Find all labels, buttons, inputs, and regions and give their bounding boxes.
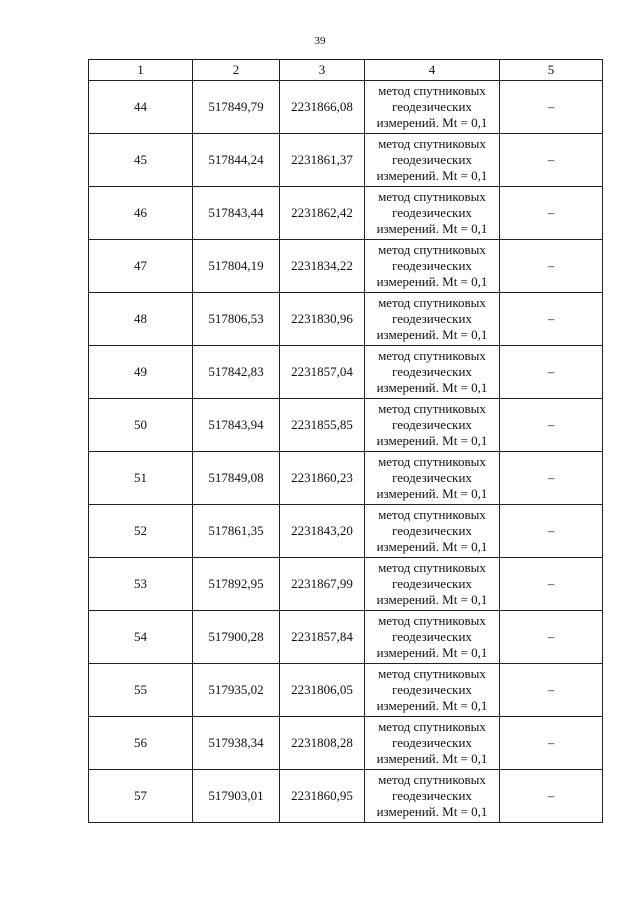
method-line-1: метод спутниковых — [378, 401, 486, 416]
coord-y: 2231857,84 — [280, 611, 365, 664]
method-cell — [365, 399, 500, 452]
table-row — [89, 293, 603, 346]
coord-x: 517843,44 — [193, 187, 280, 240]
table-row — [89, 187, 603, 240]
method-cell — [365, 134, 500, 187]
method-line-3: измерений. Mt = 0,1 — [376, 645, 488, 660]
coord-y: 2231808,28 — [280, 717, 365, 770]
coord-x: 517938,34 — [193, 717, 280, 770]
coord-y: 2231855,85 — [280, 399, 365, 452]
note-cell: – — [500, 558, 603, 611]
method-line-3: измерений. Mt = 0,1 — [376, 274, 488, 289]
table-row — [89, 717, 603, 770]
table-row — [89, 452, 603, 505]
method-line-2: геодезических — [392, 788, 472, 803]
method-line-3: измерений. Mt = 0,1 — [376, 539, 488, 554]
page-number: 39 — [314, 35, 326, 47]
method-cell — [365, 346, 500, 399]
point-number: 51 — [89, 452, 193, 505]
method-cell — [365, 611, 500, 664]
method-line-2: геодезических — [392, 523, 472, 538]
coord-x: 517861,35 — [193, 505, 280, 558]
point-number: 55 — [89, 664, 193, 717]
method-line-2: геодезических — [392, 417, 472, 432]
method-line-2: геодезических — [392, 152, 472, 167]
method-cell — [365, 770, 500, 823]
point-number: 48 — [89, 293, 193, 346]
method-cell — [365, 558, 500, 611]
method-line-3: измерений. Mt = 0,1 — [376, 486, 488, 501]
header-col-2: 2 — [193, 60, 280, 81]
coord-x: 517844,24 — [193, 134, 280, 187]
coord-x: 517900,28 — [193, 611, 280, 664]
table-row — [89, 611, 603, 664]
coord-y: 2231834,22 — [280, 240, 365, 293]
note-cell: – — [500, 664, 603, 717]
method-line-2: геодезических — [392, 311, 472, 326]
method-line-3: измерений. Mt = 0,1 — [376, 168, 488, 183]
header-col-3: 3 — [280, 60, 365, 81]
note-cell: – — [500, 452, 603, 505]
table-row — [89, 346, 603, 399]
point-number: 49 — [89, 346, 193, 399]
method-cell — [365, 240, 500, 293]
method-line-1: метод спутниковых — [378, 295, 486, 310]
header-col-4: 4 — [365, 60, 500, 81]
coord-y: 2231867,99 — [280, 558, 365, 611]
method-line-2: геодезических — [392, 576, 472, 591]
point-number: 57 — [89, 770, 193, 823]
note-cell: – — [500, 717, 603, 770]
method-line-3: измерений. Mt = 0,1 — [376, 698, 488, 713]
point-number: 52 — [89, 505, 193, 558]
coord-x: 517806,53 — [193, 293, 280, 346]
coord-y: 2231860,23 — [280, 452, 365, 505]
point-number: 46 — [89, 187, 193, 240]
method-line-2: геодезических — [392, 629, 472, 644]
table-header-row — [89, 60, 603, 81]
point-number: 56 — [89, 717, 193, 770]
note-cell: – — [500, 81, 603, 134]
method-line-3: измерений. Mt = 0,1 — [376, 221, 488, 236]
method-line-1: метод спутниковых — [378, 666, 486, 681]
table-row — [89, 505, 603, 558]
method-line-3: измерений. Mt = 0,1 — [376, 592, 488, 607]
note-cell: – — [500, 240, 603, 293]
table-row — [89, 81, 603, 134]
coord-x: 517842,83 — [193, 346, 280, 399]
point-number: 53 — [89, 558, 193, 611]
method-line-1: метод спутниковых — [378, 348, 486, 363]
table-row — [89, 134, 603, 187]
table-row — [89, 399, 603, 452]
coord-y: 2231861,37 — [280, 134, 365, 187]
method-line-3: измерений. Mt = 0,1 — [376, 380, 488, 395]
method-line-2: геодезических — [392, 205, 472, 220]
method-line-2: геодезических — [392, 364, 472, 379]
method-cell — [365, 505, 500, 558]
method-line-1: метод спутниковых — [378, 83, 486, 98]
method-line-3: измерений. Mt = 0,1 — [376, 433, 488, 448]
method-line-3: измерений. Mt = 0,1 — [376, 327, 488, 342]
point-number: 44 — [89, 81, 193, 134]
coord-x: 517935,02 — [193, 664, 280, 717]
method-line-3: измерений. Mt = 0,1 — [376, 804, 488, 819]
point-number: 50 — [89, 399, 193, 452]
header-col-1: 1 — [89, 60, 193, 81]
coord-y: 2231857,04 — [280, 346, 365, 399]
note-cell: – — [500, 134, 603, 187]
note-cell: – — [500, 187, 603, 240]
method-cell — [365, 664, 500, 717]
note-cell: – — [500, 399, 603, 452]
method-line-1: метод спутниковых — [378, 772, 486, 787]
method-line-3: измерений. Mt = 0,1 — [376, 751, 488, 766]
method-line-2: геодезических — [392, 470, 472, 485]
method-line-3: измерений. Mt = 0,1 — [376, 115, 488, 130]
method-cell — [365, 452, 500, 505]
coord-y: 2231860,95 — [280, 770, 365, 823]
coord-x: 517849,08 — [193, 452, 280, 505]
method-line-2: геодезических — [392, 682, 472, 697]
note-cell: – — [500, 293, 603, 346]
method-line-1: метод спутниковых — [378, 454, 486, 469]
coord-y: 2231866,08 — [280, 81, 365, 134]
table-row — [89, 664, 603, 717]
method-line-1: метод спутниковых — [378, 136, 486, 151]
method-line-1: метод спутниковых — [378, 507, 486, 522]
method-cell — [365, 81, 500, 134]
method-line-2: геодезических — [392, 99, 472, 114]
method-line-1: метод спутниковых — [378, 613, 486, 628]
table-row — [89, 558, 603, 611]
coord-y: 2231830,96 — [280, 293, 365, 346]
coord-y: 2231806,05 — [280, 664, 365, 717]
method-line-1: метод спутниковых — [378, 719, 486, 734]
coordinates-table — [88, 59, 603, 823]
method-line-1: метод спутниковых — [378, 242, 486, 257]
point-number: 54 — [89, 611, 193, 664]
method-line-2: геодезических — [392, 735, 472, 750]
point-number: 45 — [89, 134, 193, 187]
coord-x: 517804,19 — [193, 240, 280, 293]
coord-y: 2231862,42 — [280, 187, 365, 240]
note-cell: – — [500, 770, 603, 823]
note-cell: – — [500, 611, 603, 664]
header-col-5: 5 — [500, 60, 603, 81]
note-cell: – — [500, 346, 603, 399]
method-cell — [365, 187, 500, 240]
coord-x: 517843,94 — [193, 399, 280, 452]
method-cell — [365, 717, 500, 770]
coord-x: 517903,01 — [193, 770, 280, 823]
method-cell — [365, 293, 500, 346]
coord-y: 2231843,20 — [280, 505, 365, 558]
table-row — [89, 770, 603, 823]
method-line-1: метод спутниковых — [378, 189, 486, 204]
coord-x: 517849,79 — [193, 81, 280, 134]
point-number: 47 — [89, 240, 193, 293]
coord-x: 517892,95 — [193, 558, 280, 611]
note-cell: – — [500, 505, 603, 558]
method-line-1: метод спутниковых — [378, 560, 486, 575]
table-row — [89, 240, 603, 293]
method-line-2: геодезических — [392, 258, 472, 273]
